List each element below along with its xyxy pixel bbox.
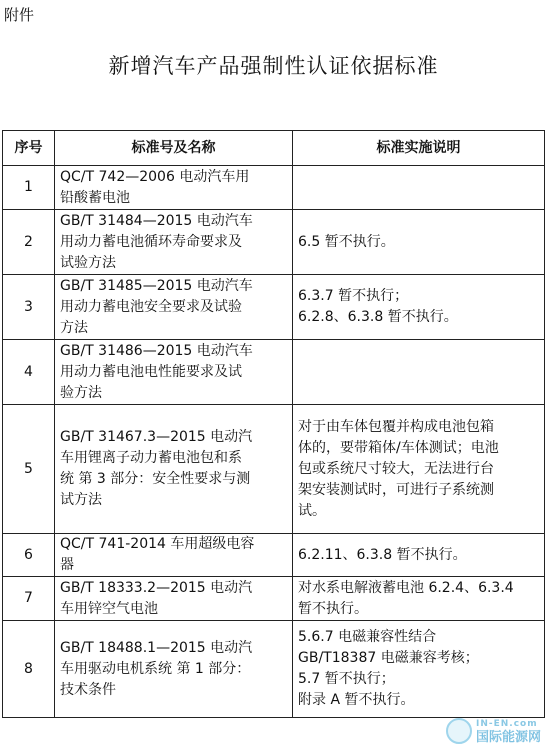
standard-line: 用动力蓄电池安全要求及试验 xyxy=(60,298,242,315)
standard-line: 铅酸蓄电池 xyxy=(60,189,130,206)
standard-line: 试验方法 xyxy=(60,254,116,271)
standard-line: QC/T 741-2014 车用超级电容 xyxy=(60,536,255,552)
table-row xyxy=(3,275,545,340)
standard-line: 用动力蓄电池循环寿命要求及 xyxy=(60,233,242,250)
row-seq: 1 xyxy=(3,166,55,210)
table-row xyxy=(3,166,545,210)
standard-line: 器 xyxy=(60,557,74,573)
standard-line: 车用锌空气电池 xyxy=(60,600,158,617)
standard-line: GB/T 31467.3—2015 电动汽 xyxy=(60,429,253,445)
row-standard xyxy=(55,340,293,405)
row-note xyxy=(293,534,545,577)
standard-line: GB/T 31485—2015 电动汽车 xyxy=(60,277,253,294)
row-seq: 4 xyxy=(3,340,55,405)
table-header-row xyxy=(3,131,545,166)
row-standard xyxy=(55,621,293,718)
standard-line: GB/T 31484—2015 电动汽车 xyxy=(60,212,253,229)
row-standard xyxy=(55,210,293,275)
note-line: 试。 xyxy=(298,502,326,519)
note-line: GB/T18387 电磁兼容考核； xyxy=(298,650,479,666)
standard-line: 试方法 xyxy=(60,492,102,508)
row-note xyxy=(293,340,545,405)
row-note xyxy=(293,275,545,340)
row-standard xyxy=(55,405,293,534)
table-row xyxy=(3,340,545,405)
note-line: 架安装测试时，可进行子系统测 xyxy=(298,481,494,498)
attachment-label: 附件 xyxy=(4,6,35,24)
note-line: 体的，要带箱体/车体测试；电池 xyxy=(298,439,499,456)
note-line: 6.3.7 暂不执行； xyxy=(298,288,409,304)
note-line: 包或系统尺寸较大，无法进行台 xyxy=(298,460,494,477)
standard-line: 技术条件 xyxy=(60,681,116,698)
watermark-en: IN-EN.com xyxy=(475,719,538,729)
column-header-seq: 序号 xyxy=(3,131,55,166)
standard-line: GB/T 18488.1—2015 电动汽 xyxy=(60,639,253,656)
watermark-logo-icon xyxy=(446,718,472,744)
row-note xyxy=(293,621,545,718)
row-seq: 5 xyxy=(3,405,55,534)
note-line: 暂不执行。 xyxy=(298,600,368,617)
row-seq: 2 xyxy=(3,210,55,275)
row-seq: 8 xyxy=(3,621,55,718)
table-row xyxy=(3,621,545,718)
standard-line: 车用驱动电机系统 第 1 部分： xyxy=(60,660,251,677)
row-standard xyxy=(55,275,293,340)
standard-line: GB/T 18333.2—2015 电动汽 xyxy=(60,579,253,596)
note-line: 6.2.8、6.3.8 暂不执行。 xyxy=(298,309,458,325)
column-header-standard: 标准号及名称 xyxy=(55,131,293,166)
standard-line: QC/T 742—2006 电动汽车用 xyxy=(60,168,250,185)
row-seq: 6 xyxy=(3,534,55,577)
watermark-cn: 国际能源网 xyxy=(475,730,541,745)
standard-line: 方法 xyxy=(60,319,88,336)
row-standard xyxy=(55,166,293,210)
note-line: 5.6.7 电磁兼容性结合 xyxy=(298,629,437,645)
row-standard xyxy=(55,534,293,577)
column-header-note: 标准实施说明 xyxy=(293,131,545,166)
standard-line: 统 第 3 部分：安全性要求与测 xyxy=(60,471,251,487)
standard-line: 验方法 xyxy=(60,384,102,401)
row-note xyxy=(293,166,545,210)
note-line: 6.5 暂不执行。 xyxy=(298,233,395,250)
table-row xyxy=(3,210,545,275)
table-row xyxy=(3,577,545,621)
row-note xyxy=(293,577,545,621)
row-note xyxy=(293,405,545,534)
note-line: 5.7 暂不执行； xyxy=(298,671,395,687)
table-row xyxy=(3,405,545,534)
standard-line: GB/T 31486—2015 电动汽车 xyxy=(60,342,253,359)
table-row xyxy=(3,534,545,577)
standard-line: 用动力蓄电池电性能要求及试 xyxy=(60,363,242,380)
standards-table xyxy=(2,130,545,718)
row-seq: 7 xyxy=(3,577,55,621)
row-seq: 3 xyxy=(3,275,55,340)
watermark xyxy=(446,718,541,744)
note-line: 对水系电解液蓄电池 6.2.4、6.3.4 xyxy=(298,579,514,596)
standard-line: 车用锂离子动力蓄电池包和系 xyxy=(60,450,242,466)
document-title: 新增汽车产品强制性认证依据标准 xyxy=(108,54,439,78)
row-note xyxy=(293,210,545,275)
note-line: 对于由车体包覆并构成电池包箱 xyxy=(298,418,494,435)
note-line: 6.2.11、6.3.8 暂不执行。 xyxy=(298,546,467,563)
note-line: 附录 A 暂不执行。 xyxy=(298,692,415,708)
row-standard xyxy=(55,577,293,621)
